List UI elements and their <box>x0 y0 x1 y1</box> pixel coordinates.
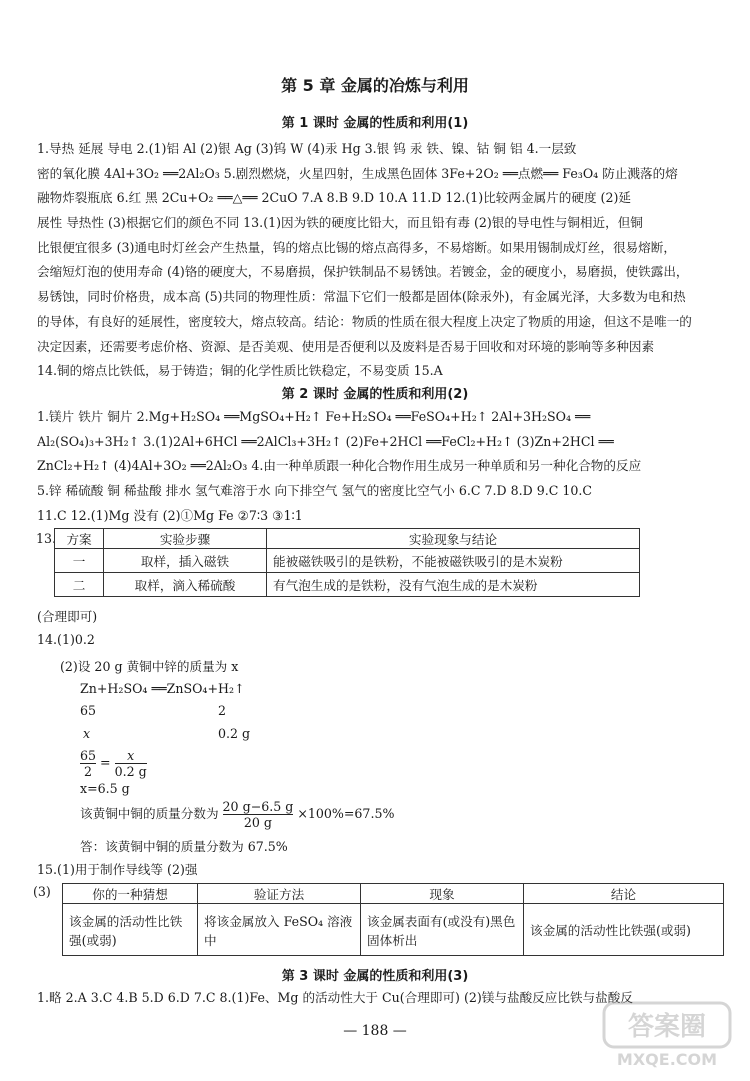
q14-proportion: $\frac{65}{2}$ = $\frac{x}{0.2 g}$ <box>80 748 147 779</box>
answer-line: 易锈蚀，同时价格贵，成本高 (5)共同的物理性质：常温下它们一般都是固体(除汞外)，有金属光泽，大多数为电和热 <box>37 289 686 305</box>
table-cell: 能被磁铁吸引的是铁粉，不能被磁铁吸引的是木炭粉 <box>267 549 640 573</box>
table-cell: 一 <box>55 549 104 573</box>
lesson1-title: 第 1 课时 金属的性质和利用(1) <box>281 116 469 131</box>
q13-label: 13. <box>36 531 57 546</box>
lesson3-title: 第 3 课时 金属的性质和利用(3) <box>281 969 469 984</box>
q14-result: x=6.5 g <box>80 781 130 796</box>
q14-hydrogen-mass: 0.2 g <box>218 726 251 741</box>
fraction-numerator: x <box>115 748 147 764</box>
q14-answer: 答：该黄铜中铜的质量分数为 67.5% <box>80 839 288 854</box>
table-cell: 有气泡生成的是铁粉，没有气泡生成的是木炭粉 <box>267 573 640 597</box>
table-header: 你的一种猜想 <box>63 884 198 904</box>
answer-line: 比银便宜很多 (3)通电时灯丝会产生热量，钨的熔点比锡的熔点高得多，不易熔断。如果用锡制成灯丝，很易熔断， <box>37 239 676 255</box>
q15-label3: (3) <box>33 884 51 899</box>
q14-percentage <box>80 799 394 830</box>
answer-line: 1.镁片 铁片 铜片 2.Mg+H₂SO₄ ══MgSO₄+H₂↑ Fe+H₂SO₄ ══FeSO₄+H₂↑ 2Al+3H₂SO₄ ══ <box>37 409 591 424</box>
svg-text:答案圈: 答案圈 <box>627 1012 707 1042</box>
q15-part1: 15.(1)用于制作导线等 (2)强 <box>37 862 198 877</box>
fraction <box>80 748 96 779</box>
answer-line: 密的氧化膜 4Al+3O₂ ══2Al₂O₃ 5.剧烈燃烧，火星四射，生成黑色固体 3Fe+2O₂ ══点燃══ Fe₃O₄ 防止溅落的熔 <box>37 165 678 181</box>
table-row <box>55 573 640 597</box>
page-number: — 188 — <box>343 1023 407 1039</box>
fraction <box>223 799 294 830</box>
table-header: 实验现象与结论 <box>267 529 640 549</box>
answer-line: Al₂(SO₄)₃+3H₂↑ 3.(1)2Al+6HCl ══2AlCl₃+3H₂↑ (2)Fe+2HCl ══FeCl₂+H₂↑ (3)Zn+2HCl ══ <box>37 433 614 449</box>
lesson2-title: 第 2 课时 金属的性质和利用(2) <box>281 387 469 402</box>
answer-line: 的导体，有良好的延展性，密度较大，熔点较高。结论：物质的性质在很大程度上决定了物质的用途，但这不是唯一的 <box>37 313 692 329</box>
answer-line: 14.铜的熔点比铁低，易于铸造；铜的化学性质比铁稳定，不易变质 15.A <box>37 363 443 379</box>
fraction-denominator: 2 <box>84 764 93 779</box>
answer-line: 1.略 2.A 3.C 4.B 5.D 6.D 7.C 8.(1)Fe、Mg 的活动性大于 Cu(合理即可) (2)镁与盐酸反应比铁与盐酸反 <box>37 990 633 1005</box>
table-header: 结论 <box>524 884 724 904</box>
lesson1-answers <box>37 137 727 384</box>
chapter-title: 第 5 章 金属的冶炼与利用 <box>281 76 469 95</box>
table-cell: 该金属的活动性比铁强(或弱) <box>524 904 724 956</box>
fraction-numerator: 65 <box>80 748 97 763</box>
q14-part2: (2)设 20 g 黄铜中锌的质量为 x <box>60 659 239 674</box>
q14-unknown: x <box>83 726 91 741</box>
q14-equation: Zn+H₂SO₄ ══ZnSO₄+H₂↑ <box>80 681 245 696</box>
fraction-denominator: 0.2 g <box>114 764 147 779</box>
table-header: 实验步骤 <box>104 529 267 549</box>
table-cell: 该金属表面有(或没有)黑色固体析出 <box>361 904 524 956</box>
answer-line: 会缩短灯泡的使用寿命 (4)铬的硬度大，不易磨损，保护铁制品不易锈蚀。若镀金，金的硬度小，易磨损，使铁露出， <box>37 264 689 280</box>
fraction-denominator: 20 g <box>243 815 272 830</box>
answer-line: ZnCl₂+H₂↑ (4)4Al+3O₂ ══2Al₂O₃ 4.由一种单质跟一种化合物作用生成另一种单质和另一种化合物的反应 <box>37 458 642 474</box>
table-header: 验证方法 <box>198 884 361 904</box>
table-header: 方案 <box>55 529 104 549</box>
percentage-prefix: 该黄铜中铜的质量分数为 <box>80 806 219 821</box>
watermark-logo <box>602 1001 732 1071</box>
answer-line: 展性 导热性 (3)根据它们的颜色不同 13.(1)因为铁的硬度比铅大，而且铅有毒 (2)银的导电性与铜相近，但铜 <box>37 215 643 231</box>
q14-mass1: 65 <box>80 703 97 718</box>
table-cell: 该金属的活动性比铁强(或弱) <box>63 904 198 956</box>
svg-text:MXQE.COM: MXQE.COM <box>616 1050 718 1069</box>
answer-line: 5.锌 稀硫酸 铜 稀盐酸 排水 氢气难溶于水 向下排空气 氢气的密度比空气小 6.C 7.D 8.D 9.C 10.C <box>37 483 593 499</box>
answer-line: 融物炸裂瓶底 6.红 黑 2Cu+O₂ ══△══ 2CuO 7.A 8.B 9.D 10.A 11.D 12.(1)比较两金属片的硬度 (2)延 <box>37 190 631 206</box>
table-cell: 取样，滴入稀硫酸 <box>104 573 267 597</box>
fraction-numerator: 20 g−6.5 g <box>222 799 294 814</box>
table-cell: 将该金属放入 FeSO₄ 溶液中 <box>198 904 361 956</box>
table-row <box>63 904 724 956</box>
table-header: 现象 <box>361 884 524 904</box>
q15-table <box>62 883 724 956</box>
q14-part1: 14.(1)0.2 <box>37 632 95 647</box>
note: (合理即可) <box>37 609 98 624</box>
answer-line: 决定因素，还需要考虑价格、资源、是否美观、使用是否便利以及废料是否易于回收和对环境的影响等多种因素 <box>37 338 655 354</box>
answer-line: 1.导热 延展 导电 2.(1)铝 Al (2)银 Ag (3)钨 W (4)汞 Hg 3.银 钨 汞 铁、镍、钴 铜 铝 4.一层致 <box>37 141 577 156</box>
table-row <box>55 549 640 573</box>
answer-line: 11.C 12.(1)Mg 没有 (2)①Mg Fe ②7∶3 ③1∶1 <box>37 507 303 523</box>
table-cell: 二 <box>55 573 104 597</box>
q14-mass2: 2 <box>218 703 227 718</box>
fraction <box>115 748 147 779</box>
lesson2-answers <box>37 405 727 528</box>
table-cell: 取样，插入磁铁 <box>104 549 267 573</box>
percentage-suffix: ×100%=67.5% <box>297 806 395 821</box>
q13-table <box>54 528 640 597</box>
